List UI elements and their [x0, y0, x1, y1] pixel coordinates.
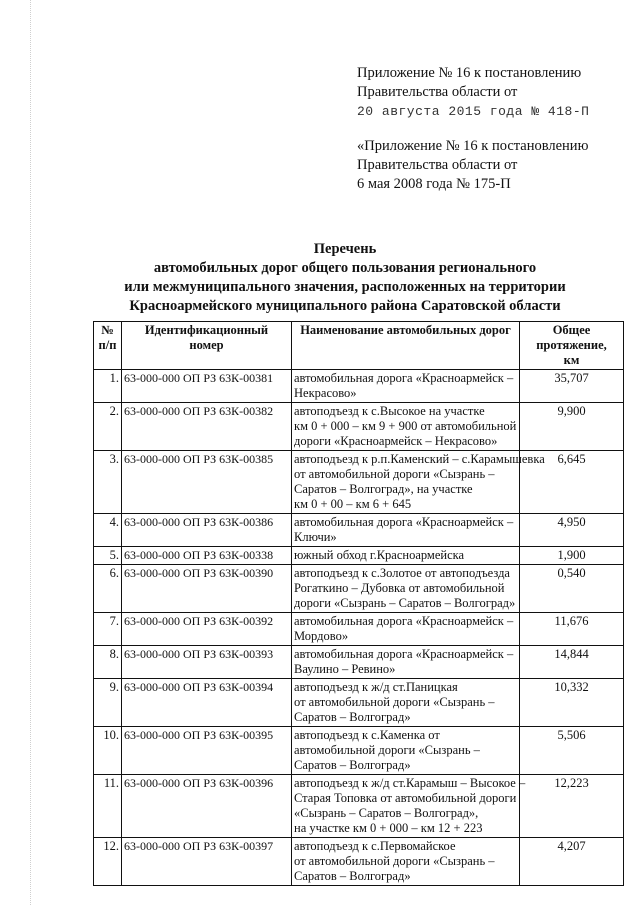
row-length: 11,676	[520, 613, 624, 646]
row-length: 0,540	[520, 565, 624, 613]
row-identifier: 63-000-000 ОП РЗ 63К-00394	[122, 679, 292, 727]
road-name-line: автоподъезд к с.Первомайское	[294, 839, 456, 853]
header-length: Общее протяжение, км	[520, 322, 624, 370]
road-name-line: Рогаткино – Дубовка от автомобильной	[294, 581, 505, 595]
row-identifier: 63-000-000 ОП РЗ 63К-00386	[122, 514, 292, 547]
road-name-line: км 0 + 00 – км 6 + 645	[294, 497, 412, 511]
road-name-line: Старая Топовка от автомобильной дороги	[294, 791, 517, 805]
table-row	[94, 514, 624, 547]
road-name-line: Саратов – Волгоград»	[294, 758, 411, 772]
table-row	[94, 679, 624, 727]
road-name-line: «Сызрань – Саратов – Волгоград»,	[294, 806, 479, 820]
roads-table	[93, 321, 624, 886]
date-stamp: 20 августа 2015 года № 418-П	[357, 104, 590, 119]
row-road-name	[292, 727, 520, 775]
road-name-line: автоподъезд к с.Каменка от	[294, 728, 440, 742]
row-number: 9.	[94, 679, 122, 727]
road-name-line: автоподъезд к р.п.Каменский – с.Карамышевка	[294, 452, 545, 466]
row-length: 5,506	[520, 727, 624, 775]
row-length: 9,900	[520, 403, 624, 451]
row-road-name	[292, 613, 520, 646]
table-row	[94, 613, 624, 646]
row-road-name	[292, 838, 520, 886]
road-name-line: дороги «Красноармейск – Некрасово»	[294, 434, 498, 448]
table-row	[94, 727, 624, 775]
row-road-name	[292, 451, 545, 514]
road-name-line: от автомобильной дороги «Сызрань –	[294, 467, 495, 481]
road-name-line: Мордово»	[294, 629, 349, 643]
road-name-line: автоподъезд к с.Высокое на участке	[294, 404, 485, 418]
row-number: 8.	[94, 646, 122, 679]
row-number: 1.	[94, 370, 122, 403]
row-road-name	[292, 547, 520, 565]
road-name-line: дороги «Сызрань – Саратов – Волгоград»	[294, 596, 516, 610]
row-identifier: 63-000-000 ОП РЗ 63К-00392	[122, 613, 292, 646]
row-road-name	[292, 370, 520, 403]
row-road-name	[292, 679, 520, 727]
row-length: 12,223	[520, 775, 624, 838]
road-name-line: автоподъезд к ж/д ст.Карамыш – Высокое –	[294, 776, 526, 790]
row-length: 35,707	[520, 370, 624, 403]
header-num: № п/п	[94, 322, 122, 370]
table-row	[94, 403, 624, 451]
row-identifier: 63-000-000 ОП РЗ 63К-00393	[122, 646, 292, 679]
table-row	[94, 370, 624, 403]
row-identifier: 63-000-000 ОП РЗ 63К-00381	[122, 370, 292, 403]
road-name-line: Саратов – Волгоград», на участке	[294, 482, 473, 496]
row-length: 4,207	[520, 838, 624, 886]
road-name-line: Некрасово»	[294, 386, 357, 400]
table-row	[94, 565, 624, 613]
header-line: «Приложение № 16 к постановлению	[357, 138, 589, 154]
road-name-line: автомобильная дорога «Красноармейск –	[294, 647, 514, 661]
row-number: 5.	[94, 547, 122, 565]
road-name-line: Саратов – Волгоград»	[294, 710, 411, 724]
title-line: Перечень	[313, 241, 377, 257]
title-line: Красноармейского муниципального района Саратовской области	[129, 298, 561, 314]
row-road-name	[292, 775, 526, 838]
header-name: Наименование автомобильных дорог	[292, 322, 520, 370]
road-name-line: Саратов – Волгоград»	[294, 869, 411, 883]
row-identifier: 63-000-000 ОП РЗ 63К-00397	[122, 838, 292, 886]
road-name-line: южный обход г.Красноармейска	[294, 548, 465, 562]
scan-margin-marks	[30, 0, 35, 905]
row-length: 6,645	[520, 451, 624, 514]
road-name-line: автоподъезд к ж/д ст.Паницкая	[294, 680, 458, 694]
row-road-name	[292, 565, 520, 613]
header-line: 6 мая 2008 года № 175-П	[357, 176, 511, 192]
title-line: автомобильных дорог общего пользования регионального	[153, 260, 537, 276]
header-id: Идентификационный номер	[122, 322, 292, 370]
road-name-line: автоподъезд к с.Золотое от автоподъезда	[294, 566, 510, 580]
table-row	[94, 451, 624, 514]
row-identifier: 63-000-000 ОП РЗ 63К-00385	[122, 451, 292, 514]
appendix-header	[357, 64, 627, 194]
document-title	[80, 240, 610, 316]
road-name-line: на участке км 0 + 000 – км 12 + 223	[294, 821, 483, 835]
road-name-line: автомобильная дорога «Красноармейск –	[294, 515, 514, 529]
row-number: 12.	[94, 838, 122, 886]
header-line: Приложение № 16 к постановлению	[357, 65, 582, 81]
table-row	[94, 547, 624, 565]
table-row	[94, 646, 624, 679]
row-length: 14,844	[520, 646, 624, 679]
road-name-line: автомобильной дороги «Сызрань –	[294, 743, 480, 757]
row-identifier: 63-000-000 ОП РЗ 63К-00395	[122, 727, 292, 775]
road-name-line: Ключи»	[294, 530, 337, 544]
row-length: 10,332	[520, 679, 624, 727]
row-length: 4,950	[520, 514, 624, 547]
row-road-name	[292, 403, 520, 451]
row-identifier: 63-000-000 ОП РЗ 63К-00390	[122, 565, 292, 613]
row-number: 6.	[94, 565, 122, 613]
header-line: Правительства области от	[357, 84, 518, 100]
row-number: 11.	[94, 775, 122, 838]
row-road-name	[292, 514, 520, 547]
row-number: 2.	[94, 403, 122, 451]
row-number: 4.	[94, 514, 122, 547]
road-name-line: от автомобильной дороги «Сызрань –	[294, 854, 495, 868]
title-line: или межмуниципального значения, расположенных на территории	[124, 279, 566, 295]
row-identifier: 63-000-000 ОП РЗ 63К-00382	[122, 403, 292, 451]
road-name-line: автомобильная дорога «Красноармейск –	[294, 371, 514, 385]
table-row	[94, 838, 624, 886]
row-identifier: 63-000-000 ОП РЗ 63К-00338	[122, 547, 292, 565]
row-length: 1,900	[520, 547, 624, 565]
row-number: 10.	[94, 727, 122, 775]
header-line: Правительства области от	[357, 157, 518, 173]
road-name-line: Ваулино – Ревино»	[294, 662, 396, 676]
road-name-line: км 0 + 000 – км 9 + 900 от автомобильной	[294, 419, 517, 433]
road-name-line: от автомобильной дороги «Сызрань –	[294, 695, 495, 709]
table-header-row	[94, 322, 624, 370]
table-row	[94, 775, 624, 838]
row-number: 3.	[94, 451, 122, 514]
row-number: 7.	[94, 613, 122, 646]
row-identifier: 63-000-000 ОП РЗ 63К-00396	[122, 775, 292, 838]
row-road-name	[292, 646, 520, 679]
road-name-line: автомобильная дорога «Красноармейск –	[294, 614, 514, 628]
